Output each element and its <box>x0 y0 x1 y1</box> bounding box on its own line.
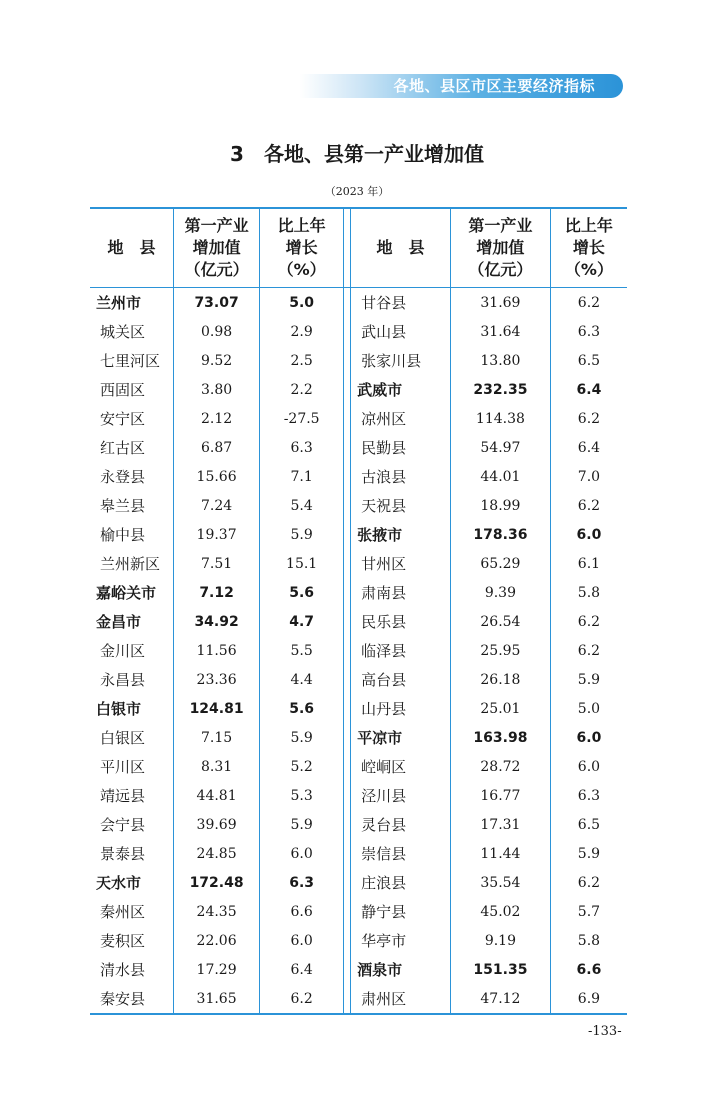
value-cell: 24.85 <box>196 845 237 862</box>
value-cell: 7.12 <box>199 584 234 601</box>
county-name-cell: 泾川县 <box>361 787 407 805</box>
growth-cell: 6.3 <box>289 874 315 891</box>
value-cell: 45.02 <box>480 903 521 920</box>
growth-cell: 5.4 <box>290 497 313 514</box>
growth-cell: 2.2 <box>290 381 313 398</box>
county-name-cell: 甘州区 <box>361 555 407 573</box>
value-cell: 39.69 <box>196 816 237 833</box>
county-name-cell: 秦安县 <box>100 990 146 1008</box>
county-name-cell: 山丹县 <box>361 700 407 718</box>
value-cell: 31.65 <box>196 990 237 1007</box>
growth-cell: 15.1 <box>286 555 318 572</box>
county-name-cell: 庄浪县 <box>361 874 407 892</box>
growth-cell: 6.3 <box>577 787 601 804</box>
value-cell: 9.19 <box>484 932 516 949</box>
county-name-cell: 崆峒区 <box>361 758 407 776</box>
county-name-cell: 民乐县 <box>361 613 407 631</box>
value-cell: 15.66 <box>196 468 237 485</box>
county-name-cell: 凉州区 <box>361 410 407 428</box>
header-value-left: 第一产业 增加值 （亿元） <box>173 209 259 287</box>
growth-cell: 6.9 <box>577 990 601 1007</box>
header-region-left: 地 县 <box>107 238 156 257</box>
growth-cell: 6.5 <box>577 352 601 369</box>
county-name-cell: 高台县 <box>361 671 407 689</box>
county-name-cell: 古浪县 <box>361 468 407 486</box>
growth-cell: 6.4 <box>290 961 313 978</box>
page-number: -133- <box>588 1024 622 1039</box>
value-cell: 17.31 <box>480 816 521 833</box>
growth-cell: 6.1 <box>577 555 601 572</box>
county-name-cell: 临泽县 <box>361 642 407 660</box>
growth-cell: 5.3 <box>290 787 313 804</box>
growth-cell: 2.9 <box>290 323 313 340</box>
value-cell: 9.52 <box>201 352 233 369</box>
value-cell: 11.56 <box>196 642 237 659</box>
county-name-cell: 景泰县 <box>100 845 146 863</box>
county-name-cell: 金川区 <box>100 642 146 660</box>
city-name-cell: 张掖市 <box>357 526 403 544</box>
county-name-cell: 平川区 <box>100 758 146 776</box>
value-cell: 24.35 <box>196 903 237 920</box>
county-name-cell: 静宁县 <box>361 903 407 921</box>
growth-cell: 5.9 <box>290 816 313 833</box>
county-name-cell: 会宁县 <box>100 816 146 834</box>
city-name-cell: 金昌市 <box>96 613 142 631</box>
growth-cell: 5.9 <box>577 845 601 862</box>
value-cell: 35.54 <box>480 874 521 891</box>
value-cell: 6.87 <box>201 439 233 456</box>
growth-cell: 2.5 <box>290 352 313 369</box>
growth-cell: 6.0 <box>290 932 313 949</box>
value-cell: 232.35 <box>473 381 528 398</box>
growth-cell: 5.9 <box>290 526 313 543</box>
growth-cell: 6.4 <box>576 381 602 398</box>
growth-cell: 6.3 <box>290 439 313 456</box>
city-name-cell: 嘉峪关市 <box>96 584 157 602</box>
county-name-cell: 肃南县 <box>361 584 407 602</box>
county-name-cell: 民勤县 <box>361 439 407 457</box>
left-growth-column <box>259 288 343 1013</box>
growth-cell: 6.4 <box>577 439 601 456</box>
growth-cell: 5.0 <box>577 700 601 717</box>
value-cell: 26.18 <box>480 671 521 688</box>
growth-cell: 6.0 <box>577 758 601 775</box>
value-cell: 34.92 <box>194 613 239 630</box>
table-divider <box>343 288 350 1013</box>
value-cell: 11.44 <box>480 845 521 862</box>
county-name-cell: 白银区 <box>100 729 146 747</box>
growth-cell: 5.2 <box>290 758 313 775</box>
growth-cell: 6.2 <box>577 642 601 659</box>
table-body <box>90 288 627 1013</box>
right-name-column <box>350 288 450 1013</box>
value-cell: 124.81 <box>189 700 244 717</box>
growth-cell: 6.6 <box>290 903 313 920</box>
growth-cell: 5.5 <box>290 642 313 659</box>
value-cell: 73.07 <box>194 294 239 311</box>
value-cell: 3.80 <box>201 381 233 398</box>
value-cell: 178.36 <box>473 526 528 543</box>
county-name-cell: 甘谷县 <box>361 294 407 312</box>
growth-cell: 5.8 <box>577 584 601 601</box>
county-name-cell: 七里河区 <box>100 352 161 370</box>
county-name-cell: 榆中县 <box>100 526 146 544</box>
city-name-cell: 兰州市 <box>96 294 142 312</box>
header-growth-right: 比上年 增长 （%） <box>550 209 627 287</box>
value-cell: 151.35 <box>473 961 528 978</box>
value-cell: 54.97 <box>480 439 521 456</box>
county-name-cell: 兰州新区 <box>100 555 161 573</box>
growth-cell: 6.0 <box>576 729 602 746</box>
growth-cell: 6.3 <box>577 323 601 340</box>
value-cell: 44.01 <box>480 468 521 485</box>
city-name-cell: 天水市 <box>96 874 142 892</box>
county-name-cell: 安宁区 <box>100 410 146 428</box>
county-name-cell: 永昌县 <box>100 671 146 689</box>
growth-cell: 5.9 <box>290 729 313 746</box>
value-cell: 9.39 <box>484 584 516 601</box>
right-growth-column <box>550 288 627 1013</box>
value-cell: 13.80 <box>480 352 521 369</box>
county-name-cell: 麦积区 <box>100 932 146 950</box>
value-cell: 7.51 <box>201 555 233 572</box>
value-cell: 28.72 <box>480 758 521 775</box>
value-cell: 114.38 <box>475 410 525 427</box>
left-name-column <box>90 288 173 1013</box>
growth-cell: 5.8 <box>577 932 601 949</box>
header-region-right: 地 县 <box>350 209 450 287</box>
growth-cell: 6.6 <box>576 961 602 978</box>
growth-cell: 4.7 <box>289 613 315 630</box>
city-name-cell: 白银市 <box>96 700 142 718</box>
section-banner: 各地、县区市区主要经济指标 <box>300 74 623 98</box>
growth-cell: 6.2 <box>577 613 601 630</box>
value-cell: 25.01 <box>480 700 521 717</box>
growth-cell: 6.2 <box>577 294 601 311</box>
growth-cell: 5.0 <box>289 294 315 311</box>
value-cell: 23.36 <box>196 671 237 688</box>
growth-cell: 6.0 <box>290 845 313 862</box>
growth-cell: 5.9 <box>577 671 601 688</box>
value-cell: 18.99 <box>480 497 521 514</box>
county-name-cell: 红古区 <box>100 439 146 457</box>
value-cell: 7.15 <box>201 729 233 746</box>
county-name-cell: 华亭市 <box>361 932 407 950</box>
county-name-cell: 张家川县 <box>361 352 422 370</box>
growth-cell: 4.4 <box>290 671 313 688</box>
city-name-cell: 武威市 <box>357 381 403 399</box>
value-cell: 16.77 <box>480 787 521 804</box>
value-cell: 19.37 <box>196 526 237 543</box>
county-name-cell: 靖远县 <box>100 787 146 805</box>
right-value-column <box>450 288 550 1013</box>
county-name-cell: 秦州区 <box>100 903 146 921</box>
growth-cell: 6.2 <box>577 874 601 891</box>
growth-cell: 5.7 <box>577 903 601 920</box>
value-cell: 25.95 <box>480 642 521 659</box>
header-value-right: 第一产业 增加值 （亿元） <box>450 209 550 287</box>
county-name-cell: 灵台县 <box>361 816 407 834</box>
growth-cell: 5.6 <box>289 584 315 601</box>
value-cell: 31.64 <box>480 323 521 340</box>
value-cell: 2.12 <box>201 410 233 427</box>
county-name-cell: 清水县 <box>100 961 146 979</box>
page-title: 3 各地、县第一产业增加值 <box>230 142 484 166</box>
county-name-cell: 崇信县 <box>361 845 407 863</box>
growth-cell: 6.5 <box>577 816 601 833</box>
growth-cell: 6.2 <box>577 410 601 427</box>
value-cell: 22.06 <box>196 932 237 949</box>
growth-cell: 7.1 <box>290 468 313 485</box>
county-name-cell: 城关区 <box>100 323 146 341</box>
growth-cell: 7.0 <box>577 468 601 485</box>
value-cell: 172.48 <box>189 874 244 891</box>
data-table <box>90 207 627 1015</box>
table-header <box>90 209 627 288</box>
county-name-cell: 西固区 <box>100 381 146 399</box>
county-name-cell: 永登县 <box>100 468 146 486</box>
value-cell: 7.24 <box>201 497 233 514</box>
value-cell: 65.29 <box>480 555 521 572</box>
growth-cell: 6.2 <box>290 990 313 1007</box>
value-cell: 163.98 <box>473 729 528 746</box>
city-name-cell: 平凉市 <box>357 729 403 747</box>
table-year-subtitle: （2023 年） <box>324 185 390 198</box>
value-cell: 0.98 <box>201 323 233 340</box>
header-growth-left: 比上年 增长 （%） <box>259 209 343 287</box>
value-cell: 26.54 <box>480 613 521 630</box>
county-name-cell: 武山县 <box>361 323 407 341</box>
growth-cell: -27.5 <box>283 410 320 427</box>
value-cell: 47.12 <box>480 990 521 1007</box>
value-cell: 44.81 <box>196 787 237 804</box>
table-divider <box>343 209 350 287</box>
value-cell: 31.69 <box>480 294 521 311</box>
value-cell: 17.29 <box>196 961 237 978</box>
value-cell: 8.31 <box>201 758 233 775</box>
left-value-column <box>173 288 259 1013</box>
county-name-cell: 肃州区 <box>361 990 407 1008</box>
county-name-cell: 天祝县 <box>361 497 407 515</box>
growth-cell: 5.6 <box>289 700 315 717</box>
county-name-cell: 皋兰县 <box>100 497 146 515</box>
growth-cell: 6.0 <box>576 526 602 543</box>
growth-cell: 6.2 <box>577 497 601 514</box>
city-name-cell: 酒泉市 <box>357 961 403 979</box>
